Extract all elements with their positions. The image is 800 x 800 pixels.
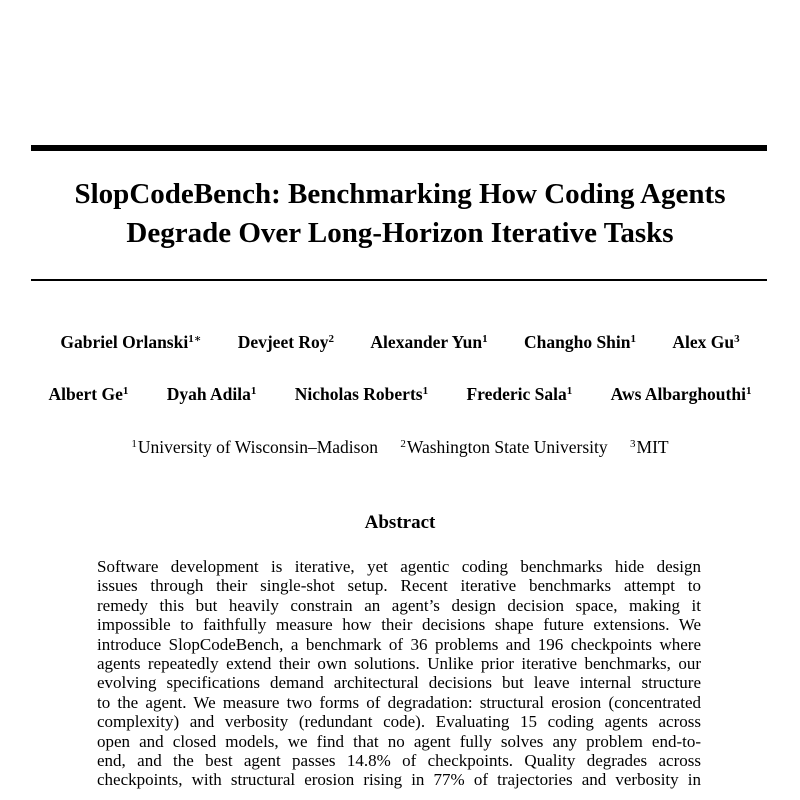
- abstract-line: issues through their single-shot setup. Recent iterative benchmarks attempt to: [97, 576, 701, 596]
- author-name: Changho Shin: [523, 332, 631, 352]
- title-top-rule: [31, 145, 767, 151]
- author-name: Gabriel Orlanski: [60, 332, 189, 352]
- author: [611, 383, 752, 405]
- author: [238, 331, 334, 353]
- author-affiliation-mark: 2: [328, 333, 335, 345]
- affiliation: [400, 436, 607, 458]
- abstract-line: evolving specifications demand architectural decisions but leave internal structure: [97, 673, 701, 693]
- author: [466, 383, 572, 405]
- abstract-line: checkpoints, with structural erosion rising in 77% of trajectories and verbosity in: [97, 770, 701, 790]
- author: [672, 331, 739, 353]
- author: [167, 383, 257, 405]
- abstract-line: complexity) and verbosity (redundant code). Evaluating 15 coding agents across: [97, 712, 701, 732]
- author-name: Albert Ge: [48, 384, 123, 404]
- title-bottom-rule: [31, 279, 767, 281]
- paper-title: [0, 175, 800, 253]
- author-name: Aws Albarghouthi: [610, 384, 746, 404]
- abstract-line: introduce SlopCodeBench, a benchmark of 36 problems and 196 checkpoints where: [97, 634, 701, 654]
- affiliation-mark: 1: [131, 438, 137, 450]
- author: [370, 331, 487, 353]
- abstract-heading: Abstract: [364, 512, 436, 533]
- author-affiliation-mark: 3: [734, 333, 740, 345]
- author-name: Frederic Sala: [466, 384, 567, 404]
- abstract-line: end, and the best agent passes 14.8% of checkpoints. Quality degrades across: [97, 751, 701, 771]
- title-line: SlopCodeBench: Benchmarking How Coding Agents: [74, 178, 726, 210]
- author: [295, 383, 428, 405]
- author: [49, 383, 129, 405]
- author-affiliation-mark: 1∗: [188, 333, 202, 345]
- abstract-body: [97, 557, 701, 790]
- affiliation-mark: 3: [630, 438, 636, 450]
- author: [60, 331, 201, 353]
- affiliation-name: MIT: [636, 437, 669, 457]
- author-name: Dyah Adila: [166, 384, 251, 404]
- affiliation: [131, 436, 378, 458]
- author-name: Alex Gu: [672, 332, 735, 352]
- abstract-line: to the agent. We measure two forms of degradation: structural erosion (concentrated: [97, 692, 701, 712]
- author-affiliation-mark: 1: [745, 385, 752, 397]
- author-affiliation-mark: 1: [630, 333, 637, 345]
- author-affiliation-mark: 1: [250, 385, 257, 397]
- abstract-line: remedy this but heavily constrain an agent’s design decision space, making it: [97, 595, 701, 615]
- author-affiliation-mark: 1: [122, 385, 129, 397]
- affiliation-mark: 2: [400, 438, 406, 450]
- affiliation-name: University of Wisconsin–Madison: [137, 437, 378, 457]
- abstract-line: impossible to faithfully measure how their decisions shape future extensions. We: [97, 615, 701, 635]
- author-name: Alexander Yun: [370, 332, 483, 352]
- abstract-line: open and closed models, we find that no agent fully solves any problem end-to-: [97, 731, 701, 751]
- affiliation: [630, 436, 669, 458]
- affiliation-list: [0, 436, 800, 458]
- author-name: Devjeet Roy: [237, 332, 329, 352]
- author-affiliation-mark: 1: [422, 385, 429, 397]
- author-name: Nicholas Roberts: [294, 384, 423, 404]
- affiliation-name: Washington State University: [406, 437, 608, 457]
- abstract-line: Software development is iterative, yet agentic coding benchmarks hide design: [97, 557, 701, 576]
- author: [524, 331, 636, 353]
- abstract-line: agents repeatedly extend their own solutions. Unlike prior iterative benchmarks, our: [97, 654, 701, 674]
- author-list: [0, 383, 800, 405]
- title-line: Degrade Over Long-Horizon Iterative Tasks: [126, 217, 674, 249]
- author-list: [0, 331, 800, 353]
- author-affiliation-mark: 1: [566, 385, 573, 397]
- author-affiliation-mark: 1: [482, 333, 488, 345]
